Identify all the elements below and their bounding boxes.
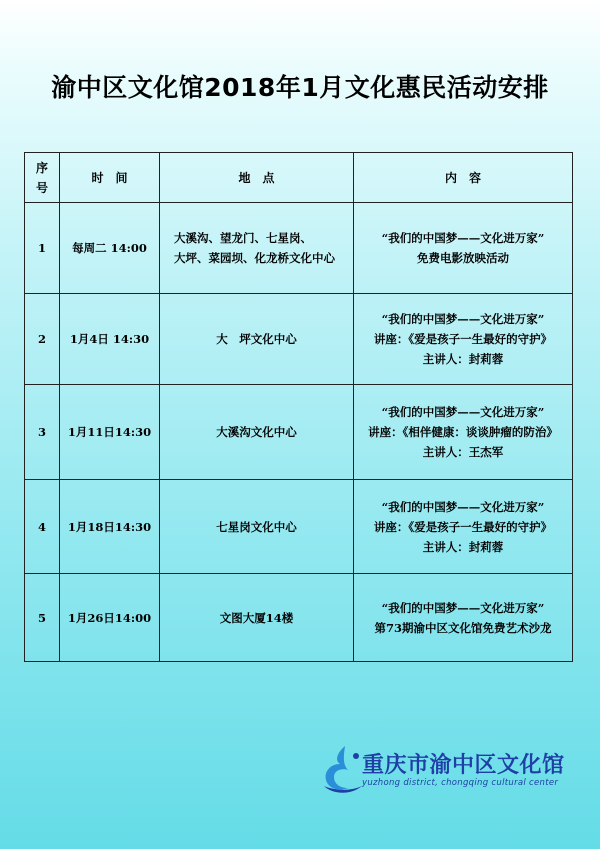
cell-location: 文图大厦14楼 <box>160 574 354 662</box>
header-seq <box>25 153 60 203</box>
table-row <box>25 480 573 574</box>
cell-seq: 2 <box>25 294 60 385</box>
cell-seq: 3 <box>25 385 60 480</box>
cell-location <box>160 203 354 294</box>
content-line: 免费电影放映活动 <box>417 251 509 265</box>
content-line: 主讲人：封莉蓉 <box>422 352 504 366</box>
content-line: “我们的中国梦——文化进万家” <box>381 499 545 514</box>
header-time: 时 间 <box>60 153 160 203</box>
location-line: 大溪沟、望龙门、七星岗、 <box>174 231 312 245</box>
cultural-center-logo <box>318 742 580 798</box>
cell-location: 大溪沟文化中心 <box>160 385 354 480</box>
table-row <box>25 574 573 662</box>
cell-content <box>354 203 573 294</box>
content-line: “我们的中国梦——文化进万家” <box>381 231 545 245</box>
header-seq-line2: 号 <box>35 180 48 195</box>
cell-location: 七星岗文化中心 <box>160 480 354 574</box>
content-line: “我们的中国梦——文化进万家” <box>381 405 545 419</box>
content-line: 第73期渝中区文化馆免费艺术沙龙 <box>374 620 552 635</box>
cell-time: 1月11日14:30 <box>60 385 160 480</box>
table-row <box>25 385 573 480</box>
cell-content <box>354 574 573 662</box>
cell-content <box>354 294 573 385</box>
cell-location: 大 坪文化中心 <box>160 294 354 385</box>
cell-time: 1月4日 14:30 <box>60 294 160 385</box>
header-content: 内 容 <box>354 153 573 203</box>
wave-logo-icon <box>318 742 368 796</box>
content-line: 讲座：《相伴健康：谈谈肿瘤的防治》 <box>368 425 558 439</box>
cell-seq: 1 <box>25 203 60 294</box>
schedule-table <box>24 152 573 662</box>
table-header-row <box>25 153 573 203</box>
cell-content <box>354 385 573 480</box>
content-line: 讲座：《爱是孩子一生最好的守护》 <box>373 519 553 534</box>
cell-seq: 4 <box>25 480 60 574</box>
cell-time: 1月26日14:00 <box>60 574 160 662</box>
cell-time: 1月18日14:30 <box>60 480 160 574</box>
page-title: 渝中区文化馆2018年1月文化惠民活动安排 <box>51 73 549 102</box>
content-line: 主讲人：王杰军 <box>422 445 504 459</box>
cell-seq: 5 <box>25 574 60 662</box>
logo-name-en: yuzhong district, chongqing cultural center <box>362 778 559 788</box>
location-line: 大坪、菜园坝、化龙桥文化中心 <box>174 251 335 265</box>
header-seq-line1: 序 <box>35 160 48 175</box>
table-row <box>25 203 573 294</box>
content-line: 讲座：《爱是孩子一生最好的守护》 <box>373 332 553 346</box>
content-line: 主讲人：封莉蓉 <box>422 539 504 554</box>
content-line: “我们的中国梦——文化进万家” <box>381 312 545 326</box>
header-location: 地 点 <box>160 153 354 203</box>
cell-content <box>354 480 573 574</box>
cell-time: 每周二 14:00 <box>60 203 160 294</box>
logo-name-cn: 重庆市渝中区文化馆 <box>362 753 565 778</box>
content-line: “我们的中国梦——文化进万家” <box>381 600 545 615</box>
table-row <box>25 294 573 385</box>
